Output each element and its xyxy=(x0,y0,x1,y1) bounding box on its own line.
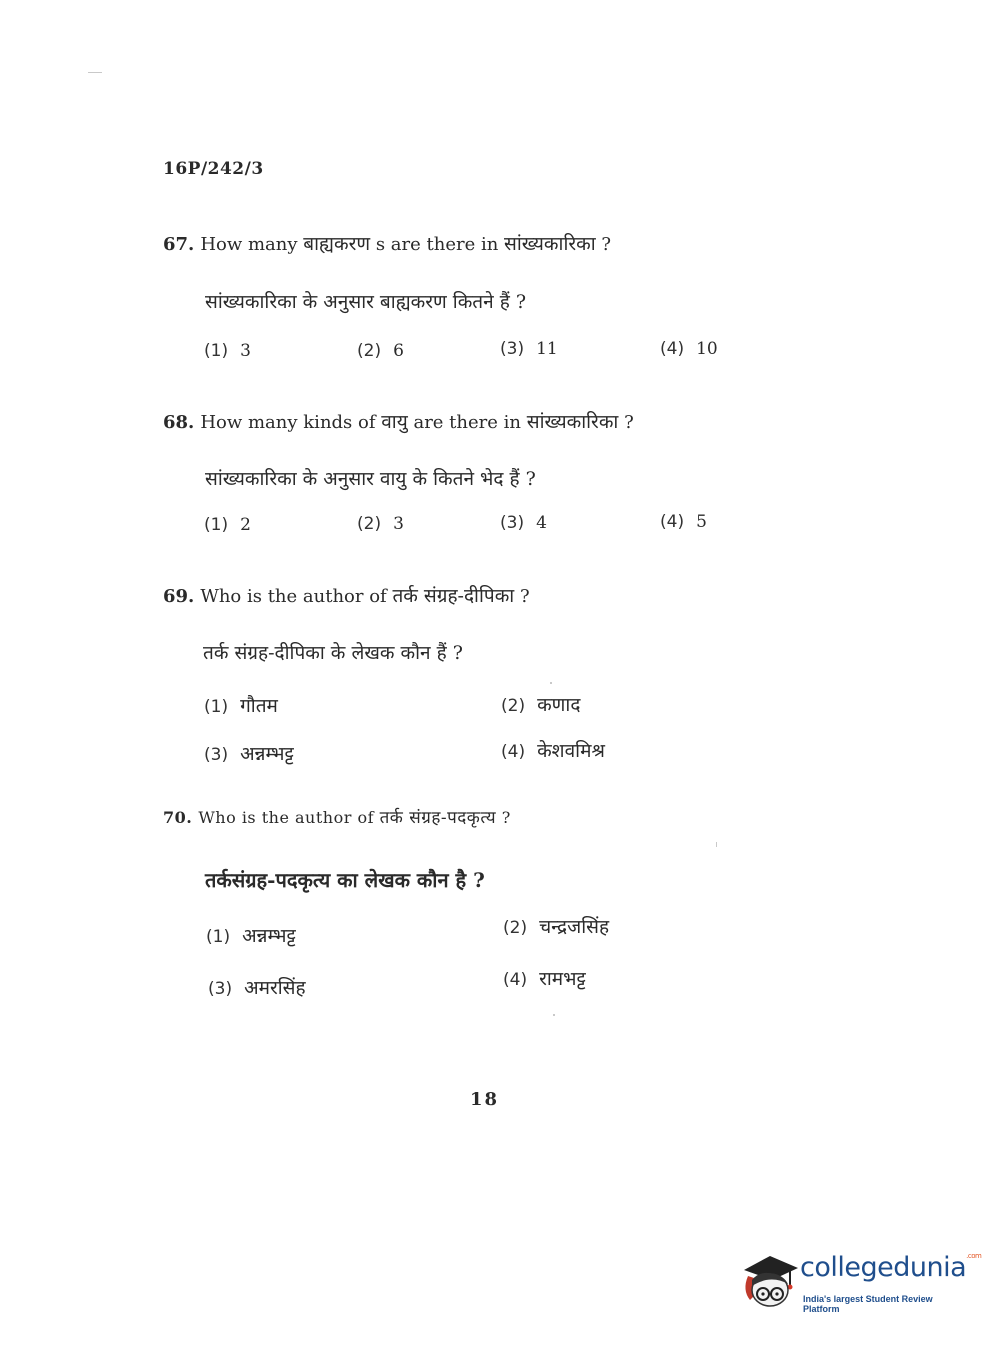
option-text: 4 xyxy=(536,513,547,533)
option-68-1 xyxy=(204,515,251,535)
collegedunia-logo xyxy=(740,1250,982,1314)
question-text-part: बाह्यकरण xyxy=(303,233,371,255)
option-number: (4) xyxy=(660,339,685,359)
option-70-4 xyxy=(503,965,586,991)
option-69-4 xyxy=(501,737,605,763)
paper-code: 16P/242/3 xyxy=(163,159,264,179)
question-text-part: तर्क संग्रह-पदकृत्य xyxy=(379,808,497,828)
option-69-2 xyxy=(501,691,580,717)
scan-mark xyxy=(88,72,102,73)
option-67-3 xyxy=(500,339,558,359)
option-text: 11 xyxy=(536,339,558,359)
option-69-3 xyxy=(204,740,294,766)
option-67-4 xyxy=(660,339,718,359)
question-text-part: तर्क संग्रह-दीपिका xyxy=(392,585,515,607)
option-number: (4) xyxy=(660,512,685,532)
option-70-3 xyxy=(208,974,306,1000)
option-text: 5 xyxy=(696,512,707,532)
option-70-2 xyxy=(503,913,609,939)
option-number: (1) xyxy=(204,341,229,361)
option-text: 6 xyxy=(393,341,404,361)
scan-mark xyxy=(550,682,552,684)
option-70-1 xyxy=(206,922,296,948)
option-number: (3) xyxy=(204,745,229,765)
question-number: 69. xyxy=(163,586,195,607)
option-68-3 xyxy=(500,513,547,533)
question-number: 68. xyxy=(163,412,195,433)
question-text-part: Who is the author of xyxy=(200,586,393,607)
option-number: (3) xyxy=(500,513,525,533)
mascot-icon xyxy=(740,1250,800,1312)
question-text-part: सांख्यकारिका xyxy=(526,411,619,433)
question-text-part: ? xyxy=(618,412,634,433)
brand-com: .com xyxy=(966,1252,982,1260)
option-text: कणाद xyxy=(537,694,581,716)
option-67-1 xyxy=(204,341,251,361)
option-text: 2 xyxy=(240,515,251,535)
option-text: गौतम xyxy=(240,695,278,717)
page-number: 18 xyxy=(470,1089,500,1110)
question-text-part: Who is the author of xyxy=(198,808,380,827)
question-text-part: are there in xyxy=(407,412,527,433)
option-number: (2) xyxy=(357,341,382,361)
question-70-en xyxy=(163,805,511,828)
option-number: (1) xyxy=(204,697,229,717)
brand-name xyxy=(800,1252,981,1283)
option-text: 3 xyxy=(393,514,404,534)
question-69-en xyxy=(163,582,530,608)
option-text: रामभट्ट xyxy=(539,968,586,990)
option-number: (4) xyxy=(503,970,528,990)
scan-mark xyxy=(716,842,717,847)
option-text: केशवमिश्र xyxy=(537,740,605,762)
option-number: (4) xyxy=(501,742,526,762)
question-67-en xyxy=(163,230,611,256)
option-text: 3 xyxy=(240,341,251,361)
option-text: चन्द्रजसिंह xyxy=(539,916,610,938)
option-text: अमरसिंह xyxy=(244,977,306,999)
option-number: (1) xyxy=(206,927,231,947)
question-text-part: सांख्यकारिका xyxy=(504,233,596,255)
question-70-hi: तर्कसंग्रह-पदकृत्य का लेखक कौन है ? xyxy=(205,868,485,892)
question-68-hi: सांख्यकारिका के अनुसार वायु के कितने भेद हैं ? xyxy=(205,468,536,490)
option-text: अन्नम्भट्ट xyxy=(240,743,294,765)
brand-tagline: India's largest Student Review Platform xyxy=(803,1294,933,1314)
option-number: (2) xyxy=(501,696,526,716)
option-67-2 xyxy=(357,341,404,361)
option-number: (2) xyxy=(503,918,528,938)
question-text-part: ? xyxy=(514,586,530,607)
question-text-part: वायु xyxy=(381,411,408,433)
question-68-en xyxy=(163,408,634,434)
question-67-hi: सांख्यकारिका के अनुसार बाह्यकरण कितने हैं ? xyxy=(205,291,527,313)
question-text-part: How many kinds of xyxy=(200,412,382,433)
brand-text: collegedunia xyxy=(800,1252,967,1283)
option-number: (2) xyxy=(357,514,382,534)
option-text: अन्नम्भट्ट xyxy=(242,925,296,947)
option-text: 10 xyxy=(696,339,718,359)
question-number: 70. xyxy=(163,808,193,827)
question-text-part: ? xyxy=(496,808,511,827)
option-68-2 xyxy=(357,514,404,534)
question-text-part: How many xyxy=(200,234,304,255)
question-69-hi: तर्क संग्रह-दीपिका के लेखक कौन हैं ? xyxy=(203,642,463,664)
scan-mark xyxy=(553,1014,555,1016)
option-number: (3) xyxy=(500,339,525,359)
question-text-part: ? xyxy=(595,234,612,255)
option-69-1 xyxy=(204,692,278,718)
option-number: (1) xyxy=(204,515,229,535)
question-text-part: s are there in xyxy=(370,234,505,255)
question-number: 67. xyxy=(163,234,195,255)
option-number: (3) xyxy=(208,979,233,999)
option-68-4 xyxy=(660,512,707,532)
